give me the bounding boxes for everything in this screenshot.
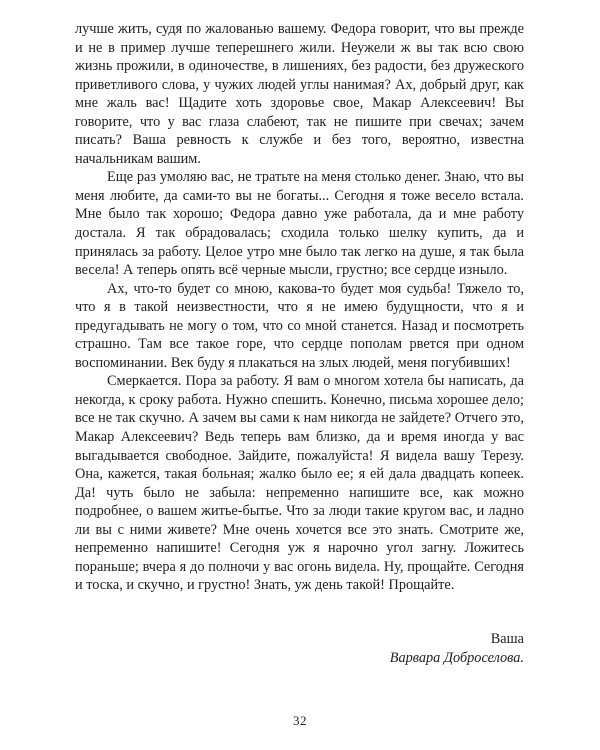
signature-name: Варвара Доброселова. <box>389 650 524 666</box>
letter-body <box>75 20 524 595</box>
paragraph-3: Ах, что-то будет со мною, какова-то будет моя судьба! Тяжело то, что я в такой неизвестности, что я не имею будущности, что я и предугадывать не могу о том, что со мной станется. Назад и посмотреть страшно. Там все такое горе, что сердце пополам рвется при одном воспоминании. Век буду я плакаться на злых людей, меня погубивших! <box>75 280 524 371</box>
page-number: 32 <box>293 713 307 728</box>
paragraph-2: Еще раз умоляю вас, не тратьте на меня столько денег. Знаю, что вы меня любите, да сами-то вы не богаты... Сегодня я тоже весело встала. Мне было так хорошо; Федора давно уже работала, да и мне работу достала. Я так обрадовалась; сходила только шелку купить, да и принялась за работу. Целое утро мне было так легко на душе, я так была весела! А теперь опять всё черные мысли, грустно; все сердце изныло. <box>75 169 524 279</box>
letter-closing: Ваша <box>490 631 524 647</box>
paragraph-1: лучше жить, судя по жалованью вашему. Федора говорит, что вы прежде и не в пример лучше теперешнего жили. Неужели ж вы так всю свою жизнь прожили, в одиночестве, в лишениях, без радости, без дружеского приветливого слова, у чужих людей углы нанимая? Ах, добрый друг, как мне жаль вас! Щадите хоть здоровье свое, Макар Алексеевич! Вы говорите, что у вас глаза слабеют, так не пишите при свечах; зачем писать? Ваша ревность к службе и без того, вероятно, известна начальникам вашим. <box>75 21 524 167</box>
paragraph-4: Смеркается. Пора за работу. Я вам о многом хотела бы написать, да некогда, к сроку работа. Нужно спешить. Конечно, письма хорошее дело; все не так скучно. А зачем вы сами к нам никогда не зайдете? Отчего это, Макар Алексеевич? Ведь теперь вам близко, да и время иногда у вас выгадывается свободное. Зайдите, пожалуйста! Я видела вашу Терезу. Она, кажется, такая больная; жалко было ее; я ей дала двадцать копеек. Да! чуть было не забыла: непременно напишите все, как можно подробнее, о вашем житье-бытье. Что за люди такие кругом вас, и ладно ли вы с ними живете? Мне очень хочется все это знать. Смотрите же, непременно напишите! Сегодня уж я нарочно угол загну. Ложитесь пораньше; вчера я до полночи у вас огонь видела. Ну, прощайте. Сегодня и тоска, и скучно, и грустно! Знать, уж день такой! Прощайте. <box>75 373 524 594</box>
